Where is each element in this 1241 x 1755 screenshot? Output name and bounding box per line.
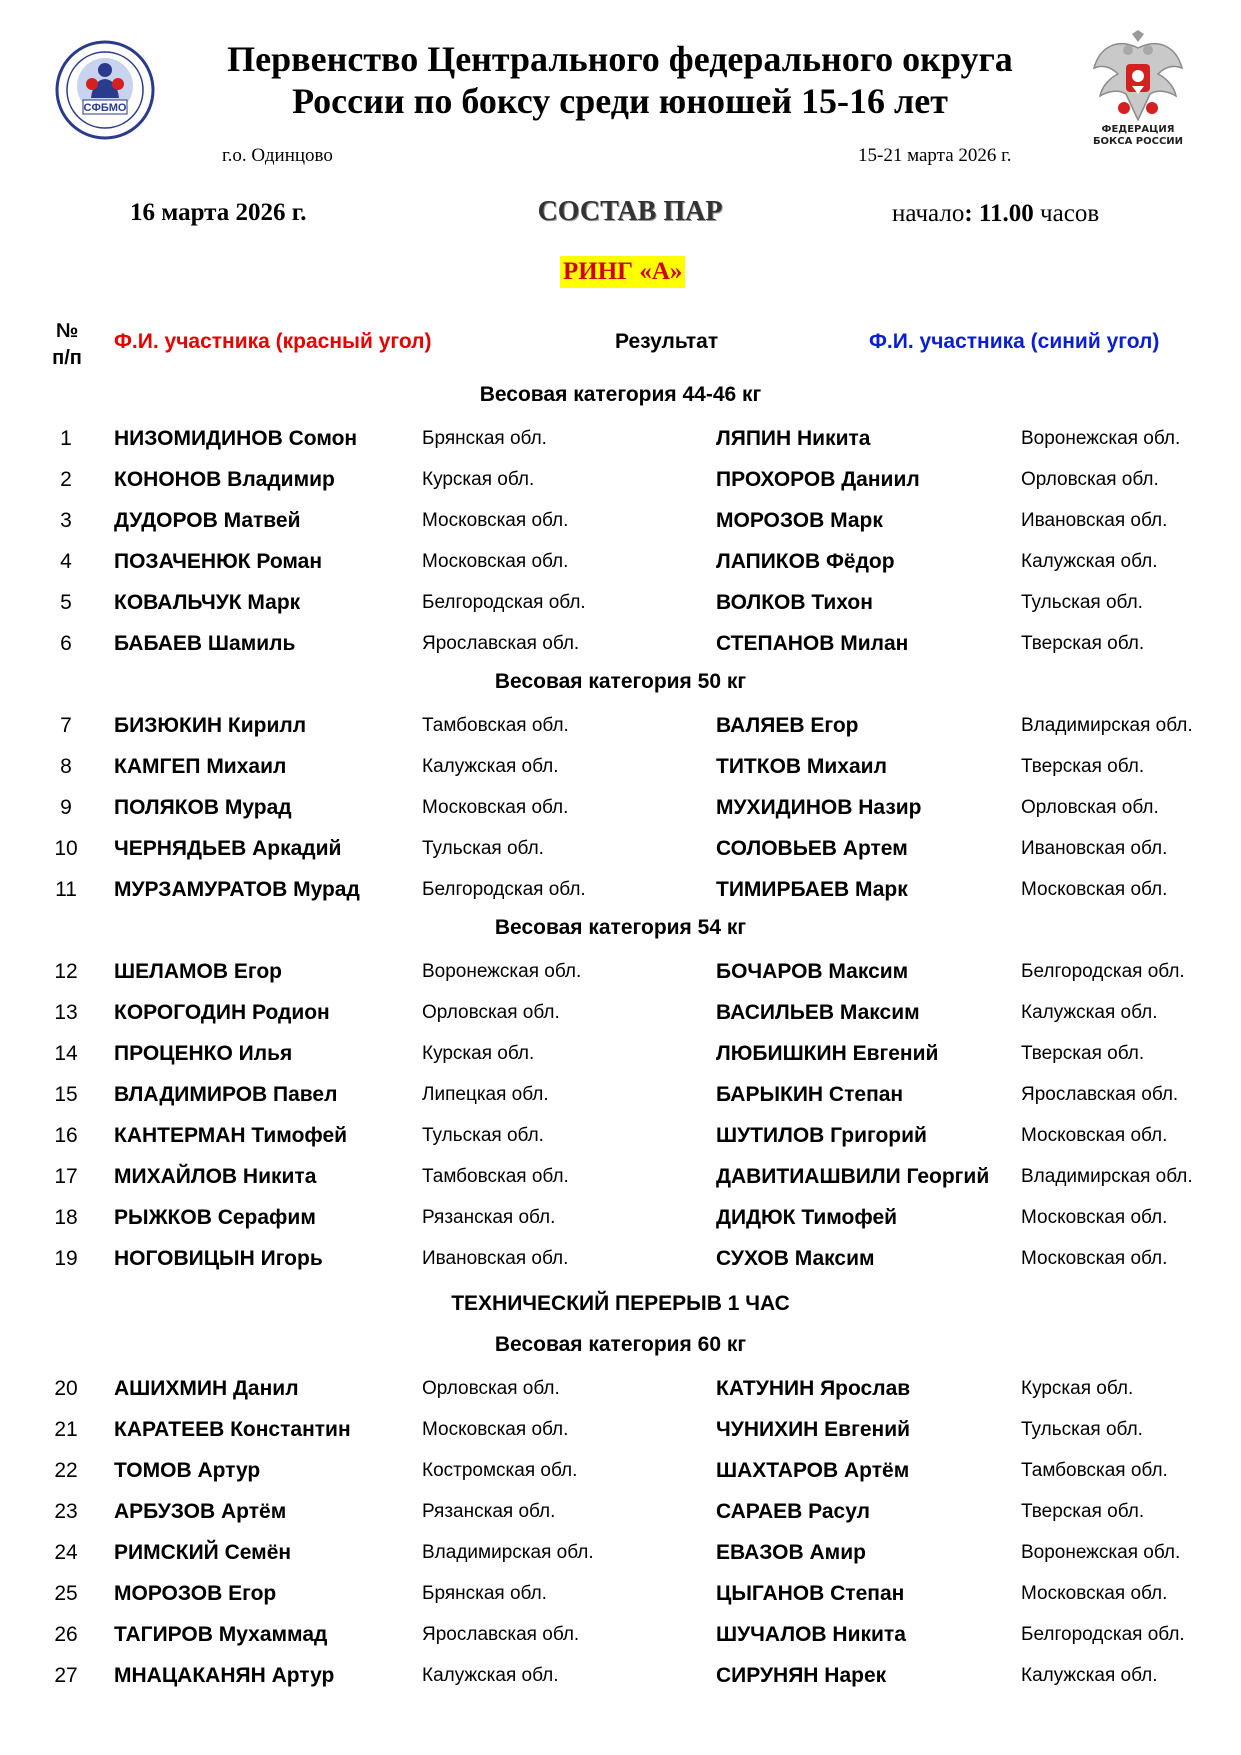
bout-number: 16 (54, 1124, 78, 1147)
blue-corner-name: ВАЛЯЕВ Егор (716, 714, 859, 737)
blue-corner-region: Воронежская обл. (1021, 428, 1181, 449)
blue-corner-name: СОЛОВЬЕВ Артем (716, 837, 908, 860)
bout-number: 13 (54, 1001, 78, 1024)
bout-row (0, 1244, 1241, 1274)
red-corner-region: Белгородская обл. (422, 879, 586, 900)
blue-corner-name: КАТУНИН Ярослав (716, 1377, 911, 1400)
red-corner-region: Тамбовская обл. (422, 1166, 569, 1187)
bout-row (0, 1121, 1241, 1151)
bout-number: 9 (60, 796, 72, 819)
city: г.о. Одинцово (222, 145, 333, 166)
event-dates: 15-21 марта 2026 г. (858, 145, 1012, 166)
bout-row (0, 1080, 1241, 1110)
blue-corner-region: Орловская обл. (1021, 469, 1159, 490)
blue-corner-name: ЕВАЗОВ Амир (716, 1541, 866, 1564)
bout-row (0, 957, 1241, 987)
red-corner-region: Московская обл. (422, 510, 569, 531)
bout-number: 20 (54, 1377, 78, 1400)
start-time-value: : 11.00 (964, 200, 1034, 227)
blue-corner-region: Ярославская обл. (1021, 1084, 1179, 1105)
red-corner-region: Брянская обл. (422, 428, 547, 449)
blue-corner-region: Владимирская обл. (1021, 715, 1193, 736)
blue-corner-name: САРАЕВ Расул (716, 1500, 870, 1523)
blue-corner-region: Белгородская обл. (1021, 961, 1185, 982)
blue-corner-region: Тульская обл. (1021, 1419, 1143, 1440)
bout-row (0, 752, 1241, 782)
red-corner-name: РИМСКИЙ Семён (114, 1541, 292, 1564)
red-corner-name: КОВАЛЬЧУК Марк (114, 591, 301, 614)
start-label: начало (892, 200, 965, 227)
blue-corner-name: ТИМИРБАЕВ Марк (716, 878, 908, 901)
red-corner-name: ТОМОВ Артур (114, 1459, 261, 1482)
blue-corner-region: Курская обл. (1021, 1378, 1134, 1399)
bout-row (0, 1579, 1241, 1609)
red-corner-region: Орловская обл. (422, 1378, 560, 1399)
start-unit: часов (1033, 200, 1100, 227)
blue-corner-name: ЛАПИКОВ Фёдор (716, 550, 895, 573)
blue-corner-name: ЛЮБИШКИН Евгений (716, 1042, 939, 1065)
blue-corner-region: Калужская обл. (1021, 1002, 1158, 1023)
ring-label: РИНГ «А» (560, 256, 685, 288)
bout-number: 21 (54, 1418, 78, 1441)
bout-row (0, 711, 1241, 741)
blue-corner-name: ДАВИТИАШВИЛИ Георгий (716, 1165, 990, 1188)
blue-corner-region: Московская обл. (1021, 879, 1168, 900)
red-corner-name: КАМГЕП Михаил (114, 755, 287, 778)
blue-corner-region: Тверская обл. (1021, 633, 1145, 654)
blue-corner-region: Белгородская обл. (1021, 1624, 1185, 1645)
red-corner-region: Рязанская обл. (422, 1501, 556, 1522)
bout-number: 8 (60, 755, 72, 778)
blue-corner-name: ЛЯПИН Никита (716, 427, 871, 450)
bout-number: 12 (54, 960, 78, 983)
blue-corner-region: Московская обл. (1021, 1207, 1168, 1228)
red-corner-name: НИЗОМИДИНОВ Сомон (114, 427, 358, 450)
red-corner-region: Московская обл. (422, 551, 569, 572)
bout-row (0, 998, 1241, 1028)
bout-number: 17 (54, 1165, 78, 1188)
bout-number: 1 (60, 427, 72, 450)
red-corner-name: ШЕЛАМОВ Егор (114, 960, 282, 983)
bout-number: 11 (55, 878, 77, 901)
bout-row (0, 1162, 1241, 1192)
sfbmo-emblem-icon (55, 40, 155, 140)
blue-corner-name: ЦЫГАНОВ Степан (716, 1582, 905, 1605)
blue-corner-region: Калужская обл. (1021, 551, 1158, 572)
blue-corner-name: ПРОХОРОВ Даниил (716, 468, 920, 491)
blue-corner-name: ДИДЮК Тимофей (716, 1206, 898, 1229)
red-corner-region: Орловская обл. (422, 1002, 560, 1023)
bout-row (0, 547, 1241, 577)
blue-corner-region: Тверская обл. (1021, 1043, 1145, 1064)
blue-corner-name: ШУЧАЛОВ Никита (716, 1623, 906, 1646)
blue-corner-name: БОЧАРОВ Максим (716, 960, 909, 983)
red-corner-name: МИХАЙЛОВ Никита (114, 1165, 317, 1188)
bout-row (0, 424, 1241, 454)
bout-number: 10 (54, 837, 78, 860)
bout-number: 7 (60, 714, 72, 737)
red-corner-name: МНАЦАКАНЯН Артур (114, 1664, 335, 1687)
bout-number: 25 (54, 1582, 78, 1605)
red-corner-name: ЧЕРНЯДЬЕВ Аркадий (114, 837, 342, 860)
red-corner-region: Рязанская обл. (422, 1207, 556, 1228)
red-corner-region: Ивановская обл. (422, 1248, 569, 1269)
bout-number: 18 (54, 1206, 78, 1229)
red-corner-region: Тамбовская обл. (422, 715, 569, 736)
red-corner-region: Костромская обл. (422, 1460, 578, 1481)
fbr-logo-caption (1088, 124, 1188, 148)
red-corner-name: МОРОЗОВ Егор (114, 1582, 277, 1605)
bout-row (0, 1538, 1241, 1568)
start-time (892, 200, 1099, 228)
blue-corner-region: Московская обл. (1021, 1248, 1168, 1269)
bout-number: 27 (54, 1664, 78, 1687)
red-corner-name: КОНОНОВ Владимир (114, 468, 335, 491)
column-header-number (50, 318, 84, 372)
blue-corner-name: СИРУНЯН Нарек (716, 1664, 887, 1687)
bout-row (0, 793, 1241, 823)
red-corner-name: АРБУЗОВ Артём (114, 1500, 287, 1523)
bout-number: 4 (60, 550, 72, 573)
blue-corner-region: Тверская обл. (1021, 756, 1145, 777)
blue-corner-name: ВОЛКОВ Тихон (716, 591, 873, 614)
red-corner-region: Калужская обл. (422, 756, 559, 777)
column-header-number-line2: п/п (52, 347, 82, 369)
bout-row (0, 1456, 1241, 1486)
blue-corner-name: ШУТИЛОВ Григорий (716, 1124, 927, 1147)
competition-day: 16 марта 2026 г. (130, 199, 307, 226)
blue-corner-region: Воронежская обл. (1021, 1542, 1181, 1563)
bout-number: 19 (54, 1247, 78, 1270)
red-corner-region: Московская обл. (422, 797, 569, 818)
bout-number: 5 (60, 591, 72, 614)
weight-category-heading: Весовая категория 50 кг (494, 670, 747, 693)
red-corner-name: ПРОЦЕНКО Илья (114, 1042, 293, 1065)
blue-corner-region: Московская обл. (1021, 1125, 1168, 1146)
red-corner-region: Воронежская обл. (422, 961, 582, 982)
bout-row (0, 1374, 1241, 1404)
bout-row (0, 465, 1241, 495)
bout-row (0, 1497, 1241, 1527)
red-corner-region: Липецкая обл. (422, 1084, 549, 1105)
bout-row (0, 588, 1241, 618)
blue-corner-name: ТИТКОВ Михаил (716, 755, 887, 778)
bout-number: 26 (54, 1623, 78, 1646)
red-corner-region: Тульская обл. (422, 838, 544, 859)
bout-number: 6 (60, 632, 72, 655)
blue-corner-region: Тамбовская обл. (1021, 1460, 1168, 1481)
blue-corner-region: Калужская обл. (1021, 1665, 1158, 1686)
fbr-caption-line1: ФЕДЕРАЦИЯ (1101, 124, 1175, 135)
blue-corner-region: Владимирская обл. (1021, 1166, 1193, 1187)
red-corner-name: БИЗЮКИН Кирилл (114, 714, 307, 737)
blue-corner-name: МУХИДИНОВ Назир (716, 796, 922, 819)
red-corner-name: БАБАЕВ Шамиль (114, 632, 296, 655)
column-header-result: Результат (615, 330, 719, 353)
red-corner-region: Владимирская обл. (422, 1542, 594, 1563)
blue-corner-name: БАРЫКИН Степан (716, 1083, 904, 1106)
bout-row (0, 506, 1241, 536)
red-corner-name: ПОЗАЧЕНЮК Роман (114, 550, 323, 573)
bout-row (0, 629, 1241, 659)
blue-corner-region: Тульская обл. (1021, 592, 1143, 613)
blue-corner-name: ШАХТАРОВ Артём (716, 1459, 910, 1482)
technical-break-notice: ТЕХНИЧЕСКИЙ ПЕРЕРЫВ 1 ЧАС (451, 1292, 790, 1315)
red-corner-name: РЫЖКОВ Серафим (114, 1206, 316, 1229)
bout-number: 24 (54, 1541, 78, 1564)
red-corner-name: МУРЗАМУРАТОВ Мурад (114, 878, 360, 901)
column-header-number-line1: № (55, 320, 79, 342)
blue-corner-region: Ивановская обл. (1021, 510, 1168, 531)
red-corner-region: Калужская обл. (422, 1665, 559, 1686)
bout-number: 3 (60, 509, 72, 532)
red-corner-region: Ярославская обл. (422, 633, 580, 654)
red-corner-name: ВЛАДИМИРОВ Павел (114, 1083, 338, 1106)
column-header-red-corner: Ф.И. участника (красный угол) (114, 330, 432, 353)
weight-category-heading: Весовая категория 54 кг (494, 916, 747, 939)
blue-corner-name: ВАСИЛЬЕВ Максим (716, 1001, 920, 1024)
red-corner-name: НОГОВИЦЫН Игорь (114, 1247, 323, 1270)
logo-left-text: СФБМО (83, 102, 127, 114)
red-corner-name: КАНТЕРМАН Тимофей (114, 1124, 348, 1147)
bout-row (0, 1203, 1241, 1233)
red-corner-region: Брянская обл. (422, 1583, 547, 1604)
blue-corner-region: Тверская обл. (1021, 1501, 1145, 1522)
blue-corner-name: ЧУНИХИН Евгений (716, 1418, 911, 1441)
bout-row (0, 875, 1241, 905)
bout-number: 22 (54, 1459, 78, 1482)
red-corner-name: КОРОГОДИН Родион (114, 1001, 330, 1024)
red-corner-region: Ярославская обл. (422, 1624, 580, 1645)
bout-row (0, 1415, 1241, 1445)
bout-row (0, 1620, 1241, 1650)
red-corner-region: Московская обл. (422, 1419, 569, 1440)
weight-category-heading: Весовая категория 60 кг (494, 1333, 747, 1356)
title-line-2: России по боксу среди юношей 15-16 лет (292, 81, 948, 121)
bout-number: 23 (54, 1500, 78, 1523)
fbr-caption-line2: БОКСА РОССИИ (1092, 136, 1184, 147)
blue-corner-region: Орловская обл. (1021, 797, 1159, 818)
red-corner-region: Курская обл. (422, 1043, 535, 1064)
red-corner-region: Белгородская обл. (422, 592, 586, 613)
red-corner-name: ТАГИРОВ Мухаммад (114, 1623, 328, 1646)
page-heading: СОСТАВ ПАР (537, 196, 723, 227)
sfbmo-logo (55, 40, 155, 140)
red-corner-name: КАРАТЕЕВ Константин (114, 1418, 351, 1441)
title-line-1: Первенство Центрального федерального округа (227, 39, 1013, 79)
blue-corner-name: СТЕПАНОВ Милан (716, 632, 909, 655)
bout-row (0, 1039, 1241, 1069)
red-corner-name: ПОЛЯКОВ Мурад (114, 796, 292, 819)
bout-row (0, 834, 1241, 864)
blue-corner-name: СУХОВ Максим (716, 1247, 875, 1270)
red-corner-name: АШИХМИН Данил (114, 1377, 299, 1400)
blue-corner-region: Ивановская обл. (1021, 838, 1168, 859)
blue-corner-name: МОРОЗОВ Марк (716, 509, 883, 532)
red-corner-region: Тульская обл. (422, 1125, 544, 1146)
fbr-logo (1088, 28, 1188, 154)
red-corner-name: ДУДОРОВ Матвей (114, 509, 301, 532)
blue-corner-region: Московская обл. (1021, 1583, 1168, 1604)
red-corner-region: Курская обл. (422, 469, 535, 490)
bout-number: 2 (60, 468, 72, 491)
bout-number: 15 (54, 1083, 78, 1106)
weight-category-heading: Весовая категория 44-46 кг (479, 383, 762, 406)
bout-number: 14 (54, 1042, 78, 1065)
double-eagle-icon (1088, 28, 1188, 124)
bout-row (0, 1661, 1241, 1691)
column-header-blue-corner: Ф.И. участника (синий угол) (869, 330, 1160, 353)
